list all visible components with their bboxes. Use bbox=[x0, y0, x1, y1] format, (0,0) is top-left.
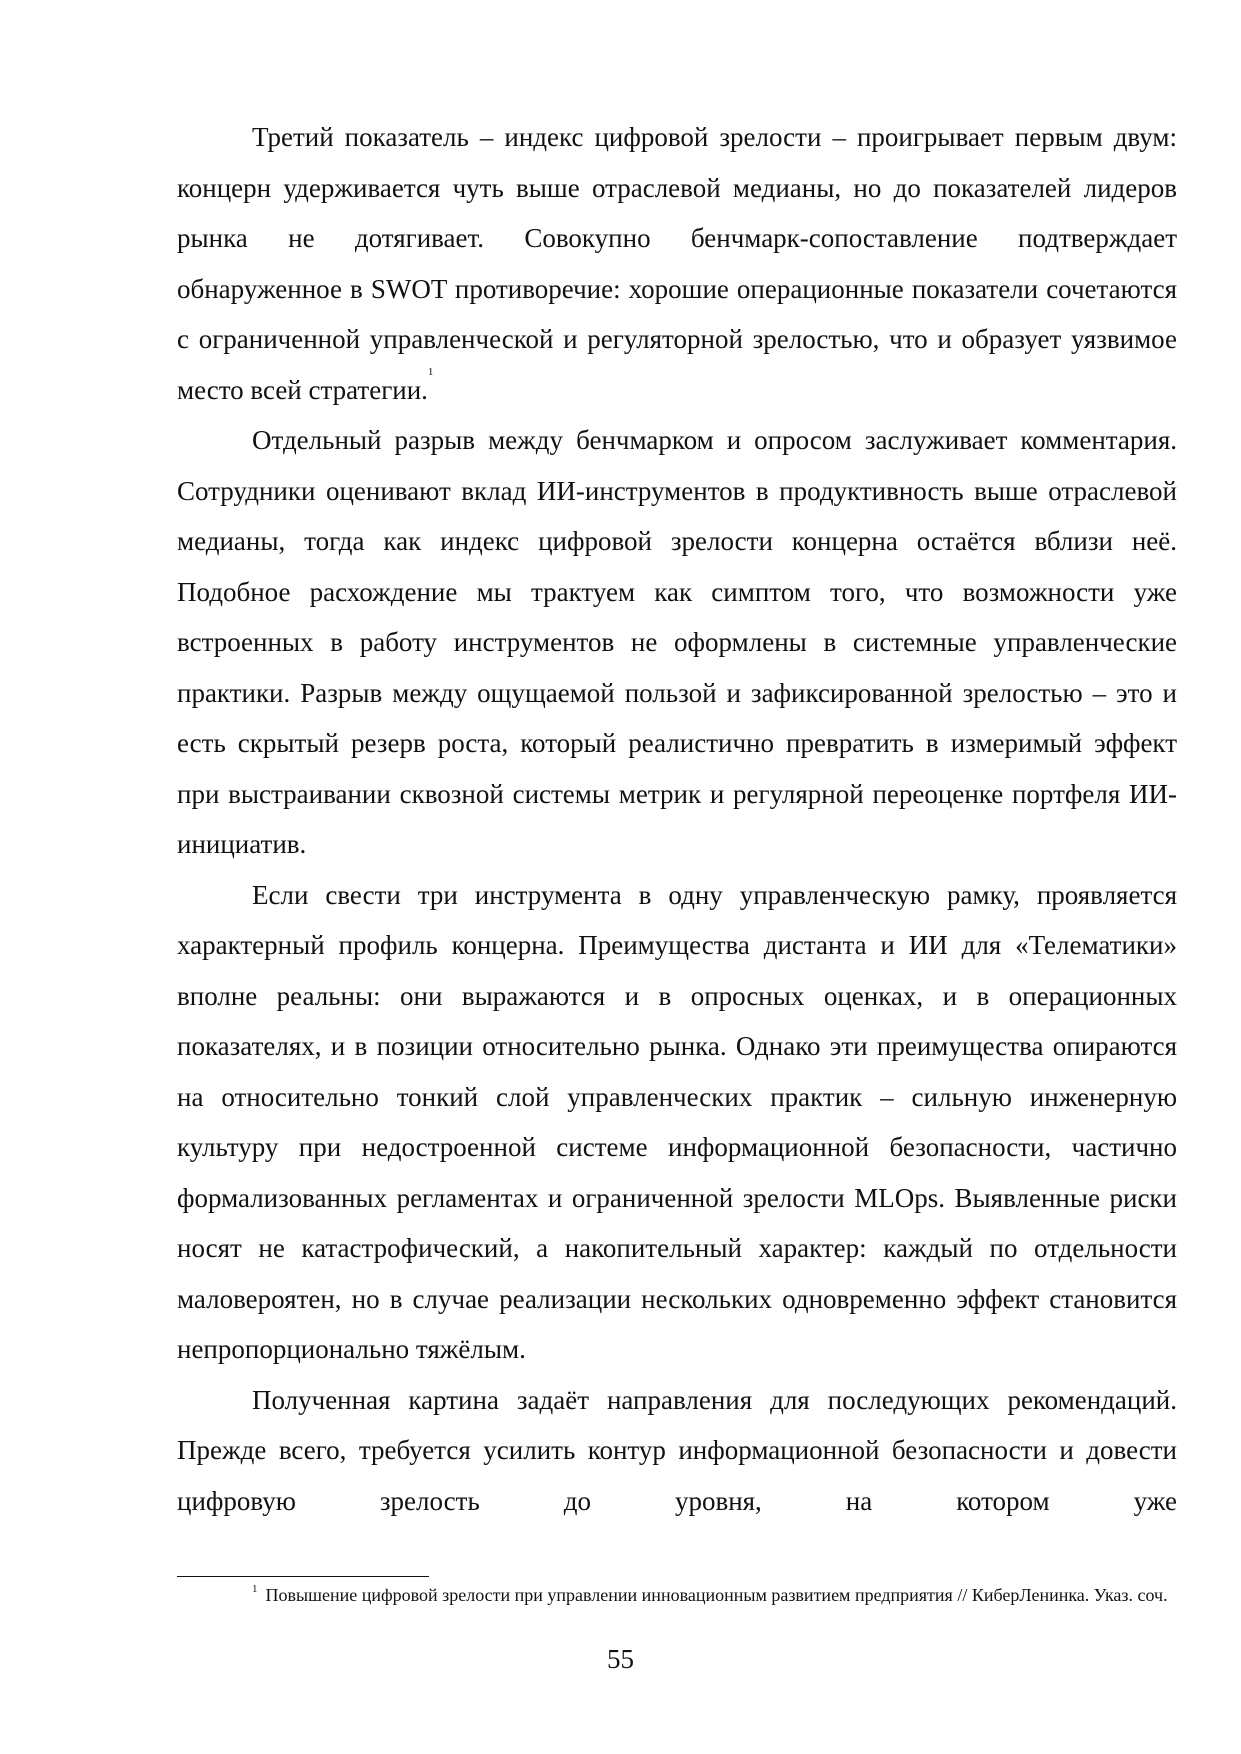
paragraph bbox=[177, 1375, 1177, 1527]
footnote-text: Повышение цифровой зрелости при управлении инновационным развитием предприятия // КиберЛенинка. Указ. соч. bbox=[265, 1585, 1168, 1605]
paragraph bbox=[177, 415, 1177, 870]
footnote bbox=[177, 1583, 1177, 1608]
paragraph bbox=[177, 112, 1177, 415]
footnote-mark: 1 bbox=[252, 1583, 258, 1595]
page-body bbox=[177, 112, 1177, 1526]
footnote-separator bbox=[177, 1576, 429, 1577]
paragraph-text: Полученная картина задаёт направления для последующих рекомендаций. Прежде всего, требуется усилить контур информационной безопасности и довести цифровую зрелость до уровня, на котором уже bbox=[177, 1384, 1177, 1516]
paragraph-text: Если свести три инструмента в одну управленческую рамку, проявляется характерный профиль концерна. Преимущества дистанта и ИИ для «Телематики» вполне реальны: они выражаются и в опросных оценках, и в операционных показателях, и в позиции относительно рынка. Однако эти преимущества опираются на относительно тонкий слой управленческих практик – сильную инженерную культуру при недостроенной системе информационной безопасности, частично формализованных регламентах и ограниченной зрелости MLOps. Выявленные риски носят не катастрофический, а накопительный характер: каждый по отдельности маловероятен, но в случае реализации нескольких одновременно эффект становится непропорционально тяжёлым. bbox=[177, 879, 1177, 1364]
paragraph-text: Третий показатель – индекс цифровой зрелости – проигрывает первым двум: концерн удерживается чуть выше отраслевой медианы, но до показателей лидеров рынка не дотягивает. Совокупно бенчмарк-сопоставление подтверждает обнаруженное в SWOT противоречие: хорошие операционные показатели сочетаются с ограниченной управленческой и регуляторной зрелостью, что и образует уязвимое место всей стратегии. bbox=[177, 122, 1177, 405]
footnote-reference: 1 bbox=[427, 365, 434, 378]
paragraph-text: Отдельный разрыв между бенчмарком и опросом заслуживает комментария. Сотрудники оценивают вклад ИИ-инструментов в продуктивность выше отраслевой медианы, тогда как индекс цифровой зрелости концерна остаётся вблизи неё. Подобное расхождение мы трактуем как симптом того, что возможности уже встроенных в работу инструментов не оформлены в системные управленческие практики. Разрыв между ощущаемой пользой и зафиксированной зрелостью – это и есть скрытый резерв роста, который реалистично превратить в измеримый эффект при выстраивании сквозной системы метрик и регулярной переоценке портфеля ИИ-инициатив. bbox=[177, 425, 1177, 859]
page-number: 55 bbox=[607, 1644, 634, 1674]
paragraph bbox=[177, 870, 1177, 1375]
